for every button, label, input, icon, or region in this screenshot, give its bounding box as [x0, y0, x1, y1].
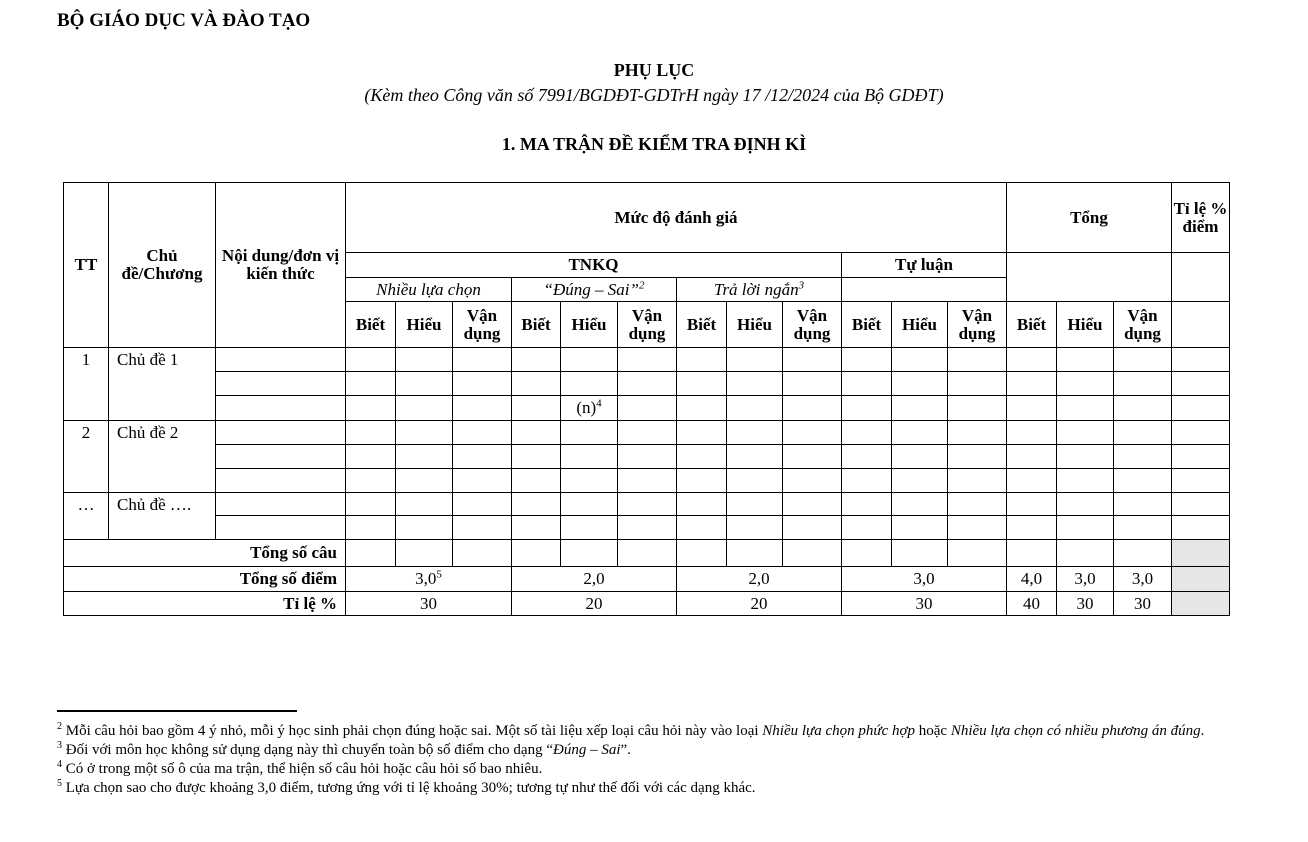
matrix-cell: [396, 372, 453, 396]
matrix-cell: [727, 396, 783, 421]
ratio-label: Tỉ lệ %: [64, 592, 346, 616]
matrix-cell: [618, 493, 677, 516]
total-questions-cell: [512, 540, 561, 567]
table-row: [64, 445, 1230, 469]
header-level-apply: Vận dụng: [453, 302, 512, 348]
total-questions-cell: [1114, 540, 1172, 567]
total-questions-label: Tổng số câu: [64, 540, 346, 567]
total-questions-shaded: [1172, 540, 1230, 567]
ratio-total-understand: 30: [1057, 592, 1114, 616]
ratio-essay: 30: [842, 592, 1007, 616]
matrix-cell: [677, 469, 727, 493]
matrix-cell: [783, 469, 842, 493]
matrix-cell: [453, 516, 512, 540]
matrix-cell: [1172, 396, 1230, 421]
matrix-cell: [1172, 421, 1230, 445]
matrix-cell: [727, 516, 783, 540]
section-title: 1. MA TRẬN ĐỀ KIỂM TRA ĐỊNH KÌ: [501, 134, 807, 154]
content-cell: [216, 396, 346, 421]
matrix-cell: [1114, 516, 1172, 540]
matrix-cell: [1007, 516, 1057, 540]
points-essay: 3,0: [842, 567, 1007, 592]
ratio-total-apply: 30: [1114, 592, 1172, 616]
matrix-cell-marker: $(n)^4$: [561, 396, 618, 421]
matrix-cell: [892, 469, 948, 493]
content-cell: [216, 348, 346, 372]
matrix-cell: [1114, 493, 1172, 516]
matrix-cell: [783, 421, 842, 445]
matrix-cell: [727, 493, 783, 516]
matrix-cell: [561, 516, 618, 540]
matrix-cell: [512, 396, 561, 421]
content-cell: [216, 493, 346, 516]
topic-number: 2: [64, 421, 109, 493]
matrix-cell: [677, 445, 727, 469]
matrix-cell: [948, 396, 1007, 421]
matrix-cell: [1057, 348, 1114, 372]
matrix-cell: [618, 396, 677, 421]
points-total-apply: 3,0: [1114, 567, 1172, 592]
matrix-cell: [1007, 493, 1057, 516]
matrix-cell: [1114, 445, 1172, 469]
matrix-cell: [948, 445, 1007, 469]
footnote-4: $^4$ Có ở trong một số ô của ma trận, thể hiện số câu hỏi hoặc câu hỏi số bao nhiêu.: [57, 759, 543, 777]
matrix-cell: [892, 493, 948, 516]
matrix-cell: [783, 348, 842, 372]
matrix-cell: [842, 372, 892, 396]
matrix-cell: [453, 421, 512, 445]
matrix-cell: [727, 372, 783, 396]
matrix-cell: [1007, 396, 1057, 421]
header-level-know: Biết: [346, 302, 396, 348]
matrix-cell: [561, 493, 618, 516]
table-row: [64, 421, 1230, 445]
header-level-know: Biết: [677, 302, 727, 348]
total-points-label: Tổng số điểm: [64, 567, 346, 592]
matrix-cell: [1007, 421, 1057, 445]
ratio-true-false: 20: [512, 592, 677, 616]
footnotes: [57, 722, 1237, 798]
matrix-cell: [1057, 469, 1114, 493]
total-questions-cell: [346, 540, 396, 567]
header-level-know: Biết: [1007, 302, 1057, 348]
matrix-cell: [561, 469, 618, 493]
header-level-understand: Hiểu: [396, 302, 453, 348]
matrix-cell: [453, 348, 512, 372]
header-score-ratio: Tỉ lệ % điểm: [1172, 183, 1230, 253]
header-type-short-answer: Trả lời ngắn$^3$: [677, 278, 842, 302]
matrix-cell: [1057, 372, 1114, 396]
matrix-cell: [346, 396, 396, 421]
points-mcq: $3,0^5$: [346, 567, 512, 592]
table-row: [64, 516, 1230, 540]
header-level-ratio-blank: [1172, 302, 1230, 348]
total-questions-cell: [453, 540, 512, 567]
matrix-cell: [1172, 372, 1230, 396]
header-total-blank: [1007, 253, 1172, 302]
points-ratio-shaded: [1172, 567, 1230, 592]
matrix-cell: [346, 493, 396, 516]
matrix-cell: [618, 372, 677, 396]
content-cell: [216, 421, 346, 445]
header-level-understand: Hiểu: [561, 302, 618, 348]
header-assessment-level: Mức độ đánh giá: [346, 183, 1007, 253]
matrix-cell: [892, 372, 948, 396]
matrix-cell: [677, 348, 727, 372]
total-questions-cell: [396, 540, 453, 567]
matrix-cell: [396, 469, 453, 493]
matrix-cell: [892, 445, 948, 469]
total-questions-cell: [1007, 540, 1057, 567]
matrix-cell: [783, 372, 842, 396]
ratio-mcq: 30: [346, 592, 512, 616]
matrix-cell: [1172, 469, 1230, 493]
matrix-cell: [892, 516, 948, 540]
header-essay: Tự luận: [842, 253, 1007, 278]
assessment-matrix-table: [63, 182, 1230, 616]
matrix-cell: [512, 372, 561, 396]
header-level-understand: Hiểu: [892, 302, 948, 348]
total-questions-cell: [1057, 540, 1114, 567]
matrix-cell: [1114, 372, 1172, 396]
ministry-name: BỘ GIÁO DỤC VÀ ĐÀO TẠO: [57, 10, 311, 31]
matrix-cell: [561, 421, 618, 445]
header-essay-blank: [842, 278, 1007, 302]
matrix-cell: [677, 493, 727, 516]
matrix-cell: [892, 348, 948, 372]
matrix-cell: [727, 469, 783, 493]
content-cell: [216, 516, 346, 540]
appendix-subtitle: (Kèm theo Công văn số 7991/BGDĐT-GDTrH ngày 17 /12/2024 của Bộ GDĐT): [364, 85, 944, 105]
table-row: [64, 396, 1230, 421]
matrix-cell: [561, 348, 618, 372]
matrix-cell: [512, 516, 561, 540]
matrix-cell: [1114, 421, 1172, 445]
matrix-cell: [948, 372, 1007, 396]
table-row: [64, 469, 1230, 493]
matrix-cell: [842, 493, 892, 516]
table-row: [64, 348, 1230, 372]
matrix-cell: [842, 516, 892, 540]
header-total: Tổng: [1007, 183, 1172, 253]
matrix-cell: [618, 516, 677, 540]
total-questions-cell: [948, 540, 1007, 567]
appendix-title: PHỤ LỤC: [613, 60, 695, 80]
matrix-cell: [842, 421, 892, 445]
matrix-cell: [1172, 445, 1230, 469]
footnote-2: $^2$ Mỗi câu hỏi bao gồm 4 ý nhỏ, mỗi ý học sinh phải chọn đúng hoặc sai. Một số tài liệu xếp loại câu hỏi này vào loại Nhiều lựa chọn phức hợp hoặc Nhiều lựa chọn có nhiều phương án đúng.: [57, 721, 1205, 739]
points-short-answer: 2,0: [677, 567, 842, 592]
matrix-cell: [396, 421, 453, 445]
matrix-cell: [618, 445, 677, 469]
matrix-cell: [1007, 445, 1057, 469]
matrix-cell: [512, 493, 561, 516]
matrix-cell: [346, 372, 396, 396]
matrix-cell: [1007, 469, 1057, 493]
header-tt: TT: [64, 183, 109, 348]
matrix-cell: [948, 469, 1007, 493]
matrix-cell: [892, 396, 948, 421]
matrix-cell: [561, 445, 618, 469]
matrix-cell: [677, 421, 727, 445]
content-cell: [216, 469, 346, 493]
matrix-cell: [1007, 348, 1057, 372]
matrix-cell: [783, 493, 842, 516]
matrix-cell: [396, 516, 453, 540]
content-cell: [216, 445, 346, 469]
matrix-cell: [842, 348, 892, 372]
header-level-understand: Hiểu: [727, 302, 783, 348]
total-questions-cell: [842, 540, 892, 567]
points-true-false: 2,0: [512, 567, 677, 592]
matrix-cell: [948, 493, 1007, 516]
matrix-cell: [453, 445, 512, 469]
total-questions-cell: [618, 540, 677, 567]
total-questions-cell: [892, 540, 948, 567]
topic-name: Chủ đề 1: [109, 348, 216, 421]
matrix-cell: [396, 493, 453, 516]
matrix-cell: [453, 396, 512, 421]
points-total-know: 4,0: [1007, 567, 1057, 592]
footnote-3: $^3$ Đối với môn học không sử dụng dạng này thì chuyển toàn bộ số điểm cho dạng “Đúng – Sai”.: [57, 740, 631, 758]
header-type-true-false: “Đúng – Sai”$^2$: [512, 278, 677, 302]
matrix-cell: [512, 469, 561, 493]
matrix-cell: [346, 469, 396, 493]
topic-name: Chủ đề ….: [109, 493, 216, 540]
matrix-cell: [512, 445, 561, 469]
matrix-cell: [396, 445, 453, 469]
matrix-cell: [892, 421, 948, 445]
matrix-cell: [948, 421, 1007, 445]
matrix-cell: [1172, 348, 1230, 372]
matrix-cell: [453, 469, 512, 493]
matrix-cell: [396, 348, 453, 372]
matrix-cell: [512, 348, 561, 372]
matrix-cell: [948, 348, 1007, 372]
matrix-cell: [396, 396, 453, 421]
total-questions-cell: [783, 540, 842, 567]
matrix-cell: [346, 445, 396, 469]
header-level-understand: Hiểu: [1057, 302, 1114, 348]
matrix-cell: [677, 396, 727, 421]
matrix-cell: [783, 396, 842, 421]
footnote-separator: [57, 710, 297, 712]
matrix-cell: [346, 516, 396, 540]
matrix-cell: [1172, 516, 1230, 540]
matrix-cell: [453, 493, 512, 516]
table-row: [64, 493, 1230, 516]
matrix-cell: [1114, 396, 1172, 421]
matrix-cell: [842, 445, 892, 469]
matrix-cell: [1057, 421, 1114, 445]
header-tnkq: TNKQ: [346, 253, 842, 278]
total-questions-cell: [561, 540, 618, 567]
matrix-cell: [1057, 493, 1114, 516]
matrix-cell: [727, 445, 783, 469]
matrix-cell: [618, 469, 677, 493]
footnote-5: $^5$ Lựa chọn sao cho được khoảng 3,0 điểm, tương ứng với tỉ lệ khoảng 30%; tương tự như thế đối với các dạng khác.: [57, 778, 756, 796]
ratio-shaded: [1172, 592, 1230, 616]
header-level-apply: Vận dụng: [948, 302, 1007, 348]
matrix-cell: [561, 372, 618, 396]
matrix-cell: [1057, 396, 1114, 421]
matrix-cell: [453, 372, 512, 396]
matrix-cell: [783, 445, 842, 469]
total-questions-cell: [727, 540, 783, 567]
header-level-know: Biết: [512, 302, 561, 348]
matrix-cell: [618, 421, 677, 445]
header-topic: Chủ đề/Chương: [109, 183, 216, 348]
matrix-cell: [1114, 469, 1172, 493]
matrix-cell: [512, 421, 561, 445]
matrix-cell: [842, 469, 892, 493]
header-level-apply: Vận dụng: [783, 302, 842, 348]
ratio-short-answer: 20: [677, 592, 842, 616]
matrix-cell: [1172, 493, 1230, 516]
matrix-cell: [677, 516, 727, 540]
matrix-cell: [727, 348, 783, 372]
topic-number: 1: [64, 348, 109, 421]
matrix-cell: [346, 348, 396, 372]
topic-number: …: [64, 493, 109, 540]
matrix-cell: [1114, 348, 1172, 372]
matrix-cell: [727, 421, 783, 445]
header-level-apply: Vận dụng: [618, 302, 677, 348]
header-content: Nội dung/đơn vị kiến thức: [216, 183, 346, 348]
matrix-cell: [783, 516, 842, 540]
matrix-cell: [677, 372, 727, 396]
header-type-mcq: Nhiều lựa chọn: [346, 278, 512, 302]
total-questions-cell: [677, 540, 727, 567]
matrix-cell: [1057, 516, 1114, 540]
header-level-know: Biết: [842, 302, 892, 348]
content-cell: [216, 372, 346, 396]
header-level-apply: Vận dụng: [1114, 302, 1172, 348]
topic-name: Chủ đề 2: [109, 421, 216, 493]
matrix-cell: [346, 421, 396, 445]
matrix-cell: [948, 516, 1007, 540]
matrix-cell: [618, 348, 677, 372]
ratio-total-know: 40: [1007, 592, 1057, 616]
header-ratio-blank: [1172, 253, 1230, 302]
matrix-cell: [1057, 445, 1114, 469]
table-row: [64, 372, 1230, 396]
matrix-cell: [1007, 372, 1057, 396]
matrix-cell: [842, 396, 892, 421]
points-total-understand: 3,0: [1057, 567, 1114, 592]
